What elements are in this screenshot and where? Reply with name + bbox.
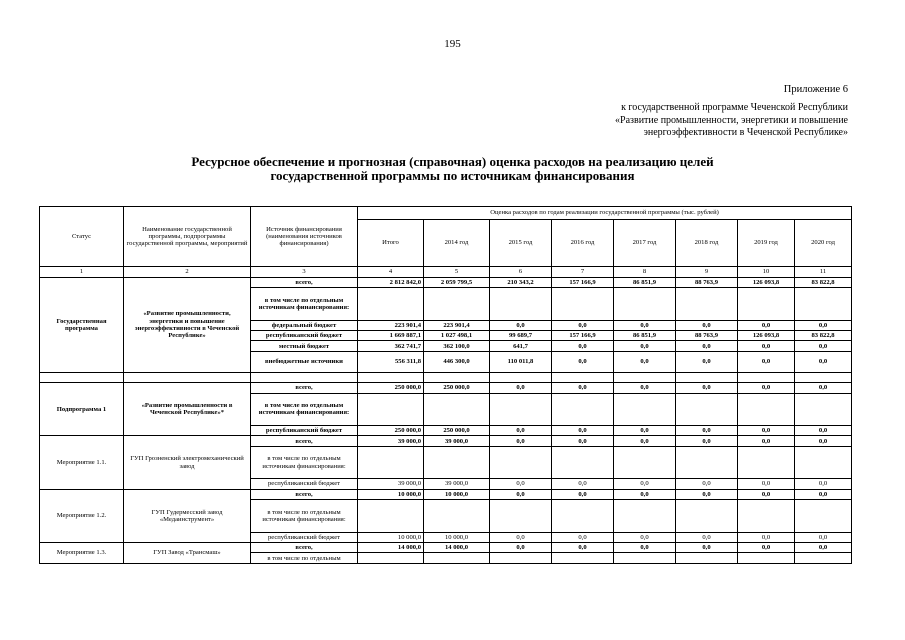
value-cell bbox=[738, 288, 795, 320]
row-name: ГУП Завод «Трансмаш» bbox=[124, 543, 251, 564]
value-cell bbox=[552, 393, 614, 425]
appendix-label: Приложение 6 bbox=[783, 84, 848, 95]
value-cell: 10 000,0 bbox=[358, 532, 424, 542]
document-title bbox=[0, 155, 905, 183]
row-source: внебюджетные источники bbox=[251, 351, 358, 372]
value-cell: 0,0 bbox=[490, 532, 552, 542]
value-cell bbox=[424, 288, 490, 320]
header-status: Статус bbox=[40, 207, 124, 267]
value-cell: 0,0 bbox=[738, 436, 795, 446]
value-cell bbox=[424, 393, 490, 425]
value-cell: 0,0 bbox=[795, 436, 852, 446]
value-cell bbox=[424, 500, 490, 532]
row-source: в том числе по отдельным источникам финансирования: bbox=[251, 288, 358, 320]
value-cell bbox=[424, 446, 490, 478]
budget-table bbox=[39, 206, 852, 564]
value-cell: 0,0 bbox=[738, 543, 795, 553]
value-cell: 250 000,0 bbox=[424, 383, 490, 393]
table-row bbox=[40, 489, 852, 499]
value-cell: 0,0 bbox=[490, 489, 552, 499]
value-cell: 0,0 bbox=[795, 320, 852, 330]
value-cell: 1 027 498,1 bbox=[424, 331, 490, 341]
value-cell: 250 000,0 bbox=[358, 426, 424, 436]
row-source: всего, bbox=[251, 436, 358, 446]
page-number: 195 bbox=[444, 38, 461, 50]
value-cell: 0,0 bbox=[738, 341, 795, 351]
value-cell: 0,0 bbox=[738, 489, 795, 499]
value-cell: 0,0 bbox=[676, 543, 738, 553]
empty-cell bbox=[358, 372, 424, 382]
value-cell: 0,0 bbox=[676, 489, 738, 499]
value-cell: 0,0 bbox=[552, 489, 614, 499]
column-number: 9 bbox=[676, 267, 738, 277]
header-year: 2020 год bbox=[795, 219, 852, 267]
header-year: 2014 год bbox=[424, 219, 490, 267]
column-number: 1 bbox=[40, 267, 124, 277]
value-cell: 126 093,8 bbox=[738, 277, 795, 287]
value-cell: 2 812 842,0 bbox=[358, 277, 424, 287]
header-year: 2015 год bbox=[490, 219, 552, 267]
empty-cell bbox=[552, 372, 614, 382]
value-cell: 1 669 887,1 bbox=[358, 331, 424, 341]
value-cell: 0,0 bbox=[552, 320, 614, 330]
value-cell bbox=[795, 288, 852, 320]
header-year: 2016 год bbox=[552, 219, 614, 267]
row-status: Государственная программа bbox=[40, 277, 124, 372]
value-cell bbox=[552, 446, 614, 478]
value-cell bbox=[676, 288, 738, 320]
table-body bbox=[40, 277, 852, 563]
value-cell: 0,0 bbox=[490, 543, 552, 553]
value-cell: 10 000,0 bbox=[424, 532, 490, 542]
value-cell bbox=[614, 288, 676, 320]
row-source: местный бюджет bbox=[251, 341, 358, 351]
value-cell bbox=[358, 500, 424, 532]
empty-cell bbox=[40, 372, 124, 382]
value-cell bbox=[490, 446, 552, 478]
value-cell: 0,0 bbox=[552, 532, 614, 542]
value-cell: 250 000,0 bbox=[358, 383, 424, 393]
value-cell: 0,0 bbox=[738, 383, 795, 393]
value-cell bbox=[358, 553, 424, 564]
value-cell: 0,0 bbox=[490, 436, 552, 446]
value-cell: 223 901,4 bbox=[424, 320, 490, 330]
value-cell: 0,0 bbox=[614, 320, 676, 330]
value-cell: 0,0 bbox=[614, 543, 676, 553]
table-row bbox=[40, 277, 852, 287]
value-cell: 362 100,0 bbox=[424, 341, 490, 351]
value-cell: 0,0 bbox=[490, 383, 552, 393]
empty-cell bbox=[490, 372, 552, 382]
value-cell: 0,0 bbox=[552, 341, 614, 351]
value-cell bbox=[676, 446, 738, 478]
row-source: в том числе по отдельным источникам финансирования: bbox=[251, 446, 358, 478]
value-cell: 39 000,0 bbox=[358, 436, 424, 446]
row-name: «Развитие промышленности, энергетики и повышение энергоэффективности в Чеченской Республике» bbox=[124, 277, 251, 372]
row-source: республиканский бюджет bbox=[251, 331, 358, 341]
value-cell: 0,0 bbox=[795, 479, 852, 489]
value-cell bbox=[795, 553, 852, 564]
value-cell: 88 763,9 bbox=[676, 331, 738, 341]
header-estimate: Оценка расходов по годам реализации государственной программы (тыс. рублей) bbox=[358, 207, 852, 220]
value-cell: 0,0 bbox=[614, 426, 676, 436]
value-cell: 10 000,0 bbox=[358, 489, 424, 499]
value-cell: 0,0 bbox=[552, 383, 614, 393]
value-cell: 0,0 bbox=[490, 426, 552, 436]
value-cell bbox=[676, 553, 738, 564]
row-source: в том числе по отдельным источникам финансирования: bbox=[251, 500, 358, 532]
table-header bbox=[40, 207, 852, 278]
value-cell: 0,0 bbox=[614, 341, 676, 351]
header-year: Итого bbox=[358, 219, 424, 267]
empty-cell bbox=[795, 372, 852, 382]
empty-cell bbox=[676, 372, 738, 382]
value-cell: 110 011,8 bbox=[490, 351, 552, 372]
column-number: 2 bbox=[124, 267, 251, 277]
value-cell bbox=[358, 446, 424, 478]
value-cell: 0,0 bbox=[676, 341, 738, 351]
value-cell: 0,0 bbox=[738, 479, 795, 489]
value-cell: 14 000,0 bbox=[358, 543, 424, 553]
value-cell bbox=[676, 500, 738, 532]
value-cell: 0,0 bbox=[738, 320, 795, 330]
value-cell bbox=[552, 553, 614, 564]
value-cell bbox=[552, 500, 614, 532]
value-cell: 0,0 bbox=[676, 383, 738, 393]
value-cell: 99 689,7 bbox=[490, 331, 552, 341]
value-cell bbox=[738, 553, 795, 564]
row-name: «Развитие промышленности в Чеченской Республике»* bbox=[124, 383, 251, 436]
row-source: в том числе по отдельным источникам финансирования: bbox=[251, 393, 358, 425]
value-cell: 0,0 bbox=[490, 320, 552, 330]
column-number: 4 bbox=[358, 267, 424, 277]
column-number: 7 bbox=[552, 267, 614, 277]
value-cell: 10 000,0 bbox=[424, 489, 490, 499]
value-cell: 0,0 bbox=[738, 532, 795, 542]
value-cell: 0,0 bbox=[795, 341, 852, 351]
row-source: республиканский бюджет bbox=[251, 532, 358, 542]
document-title-line: Ресурсное обеспечение и прогнозная (справочная) оценка расходов на реализацию целей bbox=[191, 154, 714, 169]
value-cell: 0,0 bbox=[614, 479, 676, 489]
value-cell bbox=[358, 288, 424, 320]
value-cell: 362 741,7 bbox=[358, 341, 424, 351]
empty-cell bbox=[614, 372, 676, 382]
row-source: всего, bbox=[251, 277, 358, 287]
row-status: Мероприятие 1.3. bbox=[40, 543, 124, 564]
value-cell bbox=[676, 393, 738, 425]
value-cell bbox=[614, 553, 676, 564]
value-cell bbox=[738, 500, 795, 532]
value-cell bbox=[738, 393, 795, 425]
value-cell: 0,0 bbox=[676, 426, 738, 436]
value-cell: 0,0 bbox=[795, 426, 852, 436]
value-cell bbox=[795, 393, 852, 425]
value-cell: 0,0 bbox=[552, 426, 614, 436]
row-source: всего, bbox=[251, 489, 358, 499]
value-cell bbox=[424, 553, 490, 564]
value-cell: 556 311,8 bbox=[358, 351, 424, 372]
value-cell: 0,0 bbox=[552, 479, 614, 489]
value-cell: 0,0 bbox=[795, 543, 852, 553]
value-cell bbox=[358, 393, 424, 425]
value-cell bbox=[490, 500, 552, 532]
row-source: в том числе по отдельным bbox=[251, 553, 358, 564]
value-cell: 0,0 bbox=[614, 436, 676, 446]
value-cell bbox=[490, 288, 552, 320]
table-row bbox=[40, 436, 852, 446]
row-source: республиканский бюджет bbox=[251, 479, 358, 489]
value-cell: 157 166,9 bbox=[552, 331, 614, 341]
spacer-row bbox=[40, 372, 852, 382]
value-cell: 0,0 bbox=[552, 436, 614, 446]
empty-cell bbox=[124, 372, 251, 382]
value-cell bbox=[490, 393, 552, 425]
header-year: 2017 год bbox=[614, 219, 676, 267]
value-cell: 641,7 bbox=[490, 341, 552, 351]
value-cell bbox=[795, 500, 852, 532]
row-status: Мероприятие 1.2. bbox=[40, 489, 124, 542]
value-cell: 39 000,0 bbox=[424, 479, 490, 489]
value-cell: 83 822,8 bbox=[795, 331, 852, 341]
value-cell bbox=[795, 446, 852, 478]
value-cell bbox=[614, 393, 676, 425]
value-cell: 0,0 bbox=[676, 532, 738, 542]
value-cell: 39 000,0 bbox=[424, 436, 490, 446]
value-cell bbox=[738, 446, 795, 478]
value-cell: 0,0 bbox=[614, 532, 676, 542]
appendix-subtitle bbox=[615, 102, 848, 140]
value-cell: 0,0 bbox=[795, 383, 852, 393]
column-number: 3 bbox=[251, 267, 358, 277]
value-cell: 14 000,0 bbox=[424, 543, 490, 553]
value-cell: 446 300,0 bbox=[424, 351, 490, 372]
row-status: Подпрограмма 1 bbox=[40, 383, 124, 436]
value-cell: 250 000,0 bbox=[424, 426, 490, 436]
value-cell: 210 343,2 bbox=[490, 277, 552, 287]
row-source: республиканский бюджет bbox=[251, 426, 358, 436]
value-cell: 0,0 bbox=[614, 489, 676, 499]
row-source: федеральный бюджет bbox=[251, 320, 358, 330]
value-cell bbox=[614, 446, 676, 478]
row-name: ГУП Грозненский электромеханический завод bbox=[124, 436, 251, 489]
header-year: 2018 год bbox=[676, 219, 738, 267]
value-cell: 0,0 bbox=[614, 383, 676, 393]
table-row bbox=[40, 543, 852, 553]
value-cell: 88 763,9 bbox=[676, 277, 738, 287]
column-number: 11 bbox=[795, 267, 852, 277]
empty-cell bbox=[251, 372, 358, 382]
table-row bbox=[40, 383, 852, 393]
row-source: всего, bbox=[251, 543, 358, 553]
column-number: 8 bbox=[614, 267, 676, 277]
value-cell: 0,0 bbox=[552, 543, 614, 553]
value-cell: 86 851,9 bbox=[614, 331, 676, 341]
header-name: Наименование государственной программы, подпрограммы государственной программы, мероприятий bbox=[124, 207, 251, 267]
value-cell: 0,0 bbox=[738, 351, 795, 372]
value-cell: 0,0 bbox=[738, 426, 795, 436]
row-source: всего, bbox=[251, 383, 358, 393]
header-source: Источник финансирования (наименования источников финансирования) bbox=[251, 207, 358, 267]
value-cell: 0,0 bbox=[676, 351, 738, 372]
column-number: 6 bbox=[490, 267, 552, 277]
empty-cell bbox=[424, 372, 490, 382]
value-cell: 0,0 bbox=[795, 532, 852, 542]
appendix-subtitle-line: энергоэффективности в Чеченской Республике» bbox=[643, 127, 848, 138]
value-cell bbox=[614, 500, 676, 532]
value-cell: 0,0 bbox=[795, 351, 852, 372]
value-cell: 0,0 bbox=[552, 351, 614, 372]
value-cell: 83 822,8 bbox=[795, 277, 852, 287]
column-number: 5 bbox=[424, 267, 490, 277]
value-cell: 0,0 bbox=[676, 479, 738, 489]
value-cell: 0,0 bbox=[676, 436, 738, 446]
value-cell: 86 851,9 bbox=[614, 277, 676, 287]
value-cell: 0,0 bbox=[614, 351, 676, 372]
value-cell bbox=[552, 288, 614, 320]
column-number: 10 bbox=[738, 267, 795, 277]
value-cell bbox=[490, 553, 552, 564]
value-cell: 0,0 bbox=[676, 320, 738, 330]
value-cell: 157 166,9 bbox=[552, 277, 614, 287]
value-cell: 223 901,4 bbox=[358, 320, 424, 330]
value-cell: 0,0 bbox=[795, 489, 852, 499]
value-cell: 126 093,8 bbox=[738, 331, 795, 341]
value-cell: 2 059 799,5 bbox=[424, 277, 490, 287]
value-cell: 39 000,0 bbox=[358, 479, 424, 489]
appendix-subtitle-line: к государственной программе Чеченской Республики bbox=[621, 102, 848, 113]
row-name: ГУП Гудермесский завод «Медаинструмент» bbox=[124, 489, 251, 542]
value-cell: 0,0 bbox=[490, 479, 552, 489]
header-year: 2019 год bbox=[738, 219, 795, 267]
row-status: Мероприятие 1.1. bbox=[40, 436, 124, 489]
appendix-subtitle-line: «Развитие промышленности, энергетики и повышение bbox=[615, 114, 848, 126]
empty-cell bbox=[738, 372, 795, 382]
document-title-line: государственной программы по источникам финансирования bbox=[270, 168, 635, 183]
